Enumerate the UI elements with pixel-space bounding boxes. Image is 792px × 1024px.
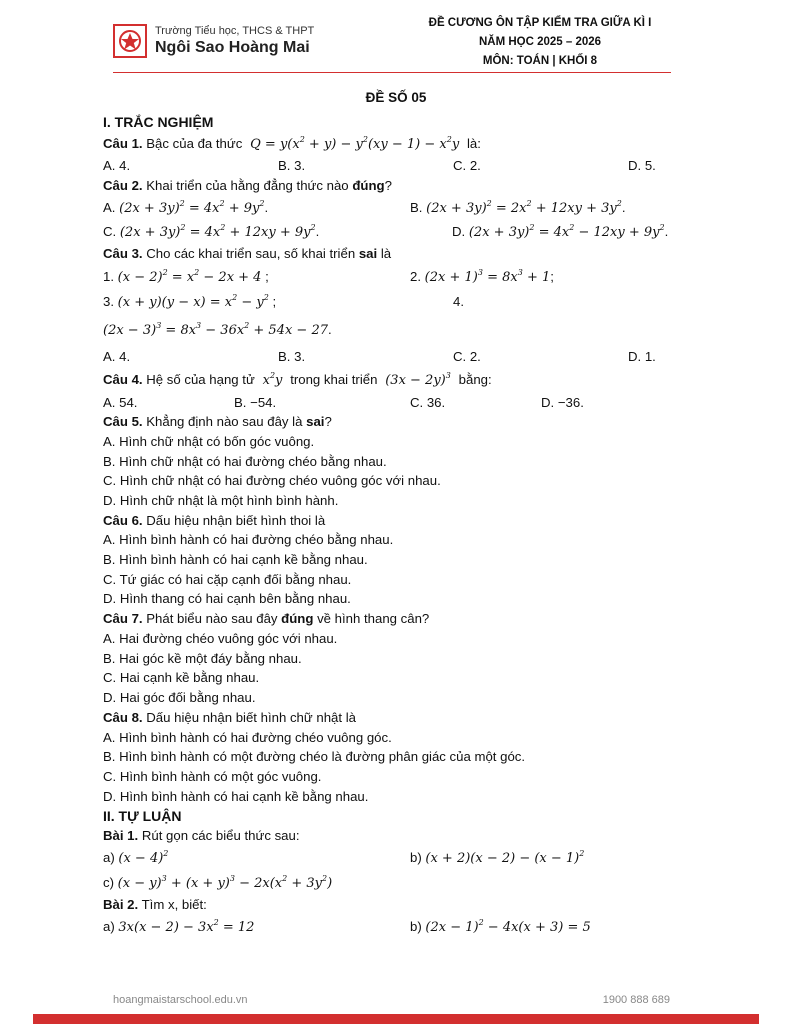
option-b: B. Hình bình hành có hai cạnh kề bằng nhau. (103, 552, 368, 567)
exercise-text: Rút gọn các biểu thức sau: (141, 828, 300, 843)
question-label: Câu 7. (103, 611, 143, 626)
emphasis-word: sai (358, 246, 378, 261)
footer-bar (33, 1014, 759, 1024)
math-expression: $(3x - 2y)^3$ (381, 371, 451, 388)
footer-website: hoangmaistarschool.edu.vn (113, 994, 248, 1006)
option-a: A. Hình bình hành có hai đường chéo vuông góc. (103, 730, 392, 745)
option-a: A. Hai đường chéo vuông góc với nhau. (103, 631, 338, 646)
emphasis-word: đúng (352, 178, 385, 193)
header-divider (113, 72, 671, 73)
question-tail: ? (384, 178, 392, 193)
option-d: D. 1. (628, 349, 656, 364)
question-3 (103, 246, 391, 261)
option-b: B. 3. (278, 158, 306, 173)
statement-1: 1. $(x - 2)^2 = x^2 - 2x + 4$ ; (103, 268, 269, 285)
question-7 (103, 611, 429, 626)
exercise-2a: a) $3x(x - 2) - 3x^2 = 12$ (103, 918, 255, 935)
exercise-1 (103, 828, 300, 843)
option-b: B. 3. (278, 349, 306, 364)
question-text: Phát biểu nào sau đây (146, 611, 278, 626)
option-a: A. Hình chữ nhật có bốn góc vuông. (103, 434, 315, 449)
question-text: Hệ số của hạng tử (146, 372, 255, 387)
question-text: Khẳng định nào sau đây là (146, 414, 303, 429)
option-a: A. 4. (103, 158, 131, 173)
option-b: B. Hình chữ nhật có hai đường chéo bằng nhau. (103, 454, 387, 469)
exercise-1a: a) $(x - 4)^2$ (103, 849, 169, 866)
question-8 (103, 710, 356, 725)
subject-grade: MÔN: TOÁN | KHỐI 8 (482, 55, 598, 67)
emphasis-word: đúng (281, 611, 314, 626)
statement-3: 3. $(x + y)(y - x) = x^2 - y^2$ ; (103, 293, 277, 310)
option-c: C. 36. (410, 395, 446, 410)
option-d: D. Hình chữ nhật là một hình bình hành. (103, 493, 339, 508)
school-subtitle: Trường Tiểu học, THCS & THPT (155, 25, 315, 37)
section-multiple-choice: I. TRẮC NGHIỆM (103, 114, 214, 130)
option-d: D. Hai góc đối bằng nhau. (103, 690, 256, 705)
option-c: C. Tứ giác có hai cặp cạnh đối bằng nhau. (103, 572, 352, 587)
question-text: Dấu hiệu nhận biết hình chữ nhật là (146, 710, 356, 725)
question-6 (103, 513, 325, 528)
statement-4-label: 4. (453, 294, 464, 309)
question-tail: về hình thang cân? (317, 611, 430, 626)
question-tail: là (380, 246, 392, 261)
exercise-1b: b) $(x + 2)(x - 2) - (x - 1)^2$ (410, 849, 585, 866)
question-label: Câu 8. (103, 710, 143, 725)
option-c: C. $(2x + 3y)^2 = 4x^2 + 12xy + 9y^2$. (103, 223, 320, 240)
option-c: C. Hình chữ nhật có hai đường chéo vuông góc với nhau. (103, 473, 441, 488)
exercise-label: Bài 2. (103, 897, 139, 912)
page-title: ĐỀ SỐ 05 (365, 90, 427, 105)
option-c: C. 2. (453, 349, 481, 364)
exam-header (410, 14, 670, 71)
question-label: Câu 5. (103, 414, 143, 429)
question-5 (103, 414, 332, 429)
option-a: A. 54. (103, 395, 138, 410)
option-b: B. −54. (234, 395, 277, 410)
question-text: Bậc của đa thức (146, 136, 243, 151)
question-text: Khai triển của hằng đẳng thức nào (146, 178, 349, 193)
math-term: $x^2y$ (258, 371, 287, 388)
question-text: Cho các khai triển sau, số khai triển (146, 246, 356, 261)
school-year: NĂM HỌC 2025 – 2026 (478, 36, 602, 48)
option-d: D. Hình bình hành có hai cạnh kề bằng nhau. (103, 789, 369, 804)
option-b: B. $(2x + 3y)^2 = 2x^2 + 12xy + 3y^2$. (410, 199, 626, 216)
section-essay: II. TỰ LUẬN (103, 808, 182, 824)
question-tail: ? (324, 414, 332, 429)
question-text: Dấu hiệu nhận biết hình thoi là (146, 513, 326, 528)
question-label: Câu 4. (103, 372, 143, 387)
option-a: A. $(2x + 3y)^2 = 4x^2 + 9y^2$. (103, 199, 269, 216)
question-tail: là: (466, 136, 481, 151)
question-4 (103, 372, 492, 388)
question-label: Câu 3. (103, 246, 143, 261)
option-b: B. Hai góc kề một đáy bằng nhau. (103, 651, 302, 666)
option-d: D. $(2x + 3y)^2 = 4x^2 - 12xy + 9y^2$. (452, 223, 669, 240)
exercise-label: Bài 1. (103, 828, 139, 843)
school-logo-icon (113, 24, 147, 58)
math-expression: $Q = y(x^2 + y) - y^2(xy - 1) - x^2y$ (246, 135, 464, 152)
option-c: C. Hai cạnh kề bằng nhau. (103, 670, 260, 685)
question-label: Câu 6. (103, 513, 143, 528)
exercise-2 (103, 897, 207, 912)
option-d: D. Hình thang có hai cạnh bên bằng nhau. (103, 591, 351, 606)
option-c: C. Hình bình hành có một góc vuông. (103, 769, 322, 784)
option-b: B. Hình bình hành có một đường chéo là đường phân giác của một góc. (103, 749, 526, 764)
exam-title: ĐỀ CƯƠNG ÔN TẬP KIỂM TRA GIỮA KÌ I (428, 17, 652, 29)
question-1 (103, 136, 481, 152)
statement-4: $(2x - 3)^3 = 8x^3 - 36x^2 + 54x - 27$. (103, 321, 332, 338)
option-a: A. Hình bình hành có hai đường chéo bằng nhau. (103, 532, 394, 547)
option-d: D. −36. (541, 395, 584, 410)
question-2 (103, 178, 392, 193)
school-name: Ngôi Sao Hoàng Mai (155, 39, 310, 56)
option-c: C. 2. (453, 158, 481, 173)
exercise-1c: c) $(x - y)^3 + (x + y)^3 - 2x(x^2 + 3y^2)$ (103, 874, 333, 891)
question-label: Câu 1. (103, 136, 143, 151)
option-d: D. 5. (628, 158, 656, 173)
statement-2: 2. $(2x + 1)^3 = 8x^3 + 1$; (410, 268, 554, 285)
question-mid: trong khai triển (290, 372, 378, 387)
exercise-text: Tìm x, biết: (141, 897, 207, 912)
emphasis-word: sai (306, 414, 325, 429)
question-label: Câu 2. (103, 178, 143, 193)
exercise-2b: b) $(2x - 1)^2 - 4x(x + 3) = 5$ (410, 918, 591, 935)
question-tail: bằng: (458, 372, 492, 387)
footer-phone: 1900 888 689 (602, 994, 670, 1006)
option-a: A. 4. (103, 349, 131, 364)
